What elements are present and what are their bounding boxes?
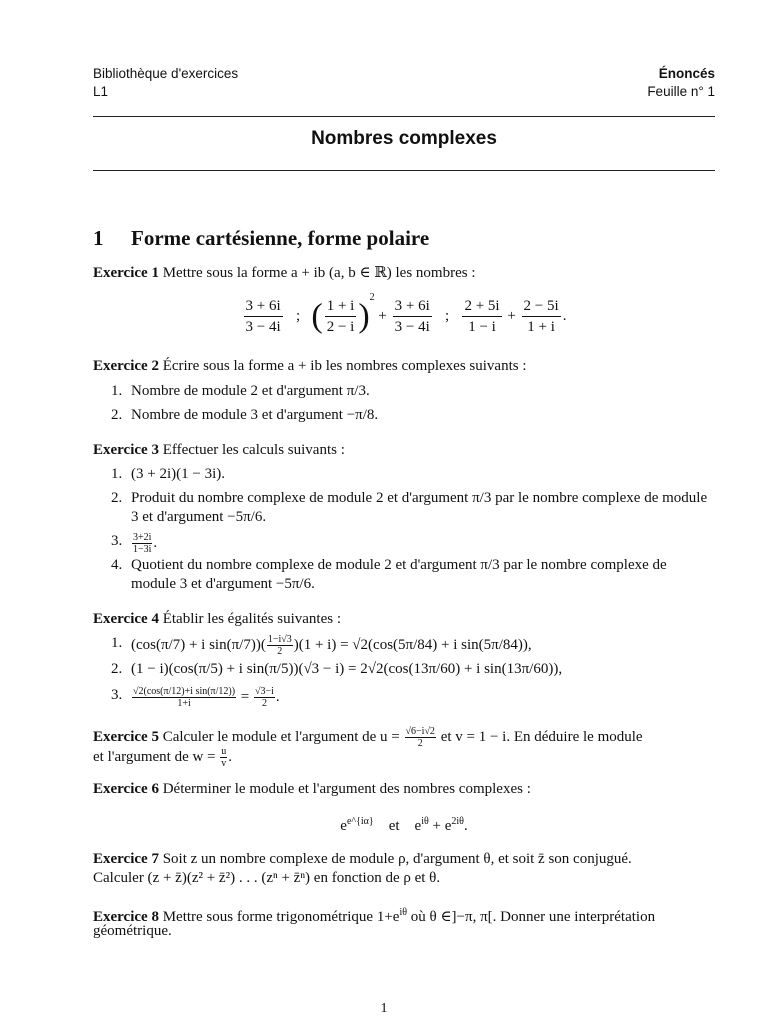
exercise-label: Exercice 5: [93, 728, 159, 745]
denominator: 1 − i: [462, 316, 501, 337]
exercise-2: [93, 357, 715, 376]
section-heading: [93, 226, 429, 251]
period: .: [153, 534, 158, 551]
title-rule: [93, 170, 715, 171]
fraction: [254, 686, 275, 709]
denominator: 2: [254, 697, 275, 709]
denominator: 2: [267, 645, 293, 657]
exercise-7: [93, 850, 715, 869]
paren-right: ): [358, 297, 370, 335]
page-number: 1: [380, 1001, 388, 1016]
exponent: e^{iα}: [346, 816, 374, 827]
exponent: 2: [369, 291, 375, 303]
exercise-text: Effectuer les calculs suivants :: [162, 442, 345, 458]
numerator: 3 + 6i: [245, 298, 281, 314]
list-item: 4. Quotient du nombre complexe de module 2 et d'argument π/3 par le nombre complexe de module 3 et d'argument −5π/6.: [111, 556, 715, 596]
denominator: 1 + i: [522, 316, 561, 337]
numerator: 2 − 5i: [523, 298, 559, 314]
list-item-text: Nombre de module 3 et d'argument −π/8.: [131, 407, 379, 423]
fraction: [132, 686, 236, 709]
separator: ;: [445, 307, 450, 324]
exercise-1-display: [93, 291, 715, 337]
fraction: [220, 746, 227, 769]
exponent: 2iθ: [451, 816, 464, 827]
list-item: 2. Produit du nombre complexe de module 2 et d'argument π/3 par le nombre complexe de module 3 et d'argument −5π/6.: [111, 489, 715, 529]
list-item-text: Produit du nombre complexe de module 2 et d'argument π/3 par le nombre complexe de module 3 et d'argument −5π/6.: [131, 490, 708, 525]
denominator: 1+i: [132, 697, 236, 709]
section-title: Forme cartésienne, forme polaire: [131, 226, 430, 250]
exercise-7-line2: [93, 869, 715, 888]
exponent: iθ: [399, 907, 408, 918]
exercise-text: Soit z un nombre complexe de module ρ, d'argument θ, et soit z̄ son conjugué.: [162, 851, 632, 867]
exercise-label: Exercice 2: [93, 358, 159, 374]
exercise-text: Déterminer le module et l'argument des nombres complexes :: [162, 781, 531, 797]
exercise-label: Exercice 1: [93, 265, 159, 281]
numerator: u: [221, 746, 227, 757]
period: .: [562, 307, 567, 324]
page-title: Nombres complexes: [311, 128, 497, 149]
exercise-3: [93, 441, 715, 460]
header-level: L1: [93, 84, 109, 99]
paren-left: (: [311, 297, 323, 335]
exercise-label: Exercice 4: [93, 611, 159, 627]
denominator: 2 − i: [325, 316, 357, 337]
numerator: 1−i√3: [267, 634, 292, 645]
denominator: 3 − 4i: [393, 316, 432, 337]
fraction: [132, 532, 152, 555]
expr-part: e: [414, 818, 422, 834]
fraction: [325, 296, 357, 337]
list-item-text: [131, 686, 715, 709]
fraction: [267, 634, 293, 657]
plus-sign: +: [378, 307, 387, 324]
exercise-text: où θ ∈]−π, π[. Donner une interprétation: [407, 909, 656, 925]
plus-sign: +: [507, 307, 516, 324]
expr-part: + e: [428, 818, 452, 834]
expr-part: )(1 + i) = √2(cos(5π/84) + i sin(5π/84)),: [293, 636, 532, 653]
expr-part: (cos(π/7) + i sin(π/7))(: [131, 636, 266, 653]
exercise-label: Exercice 3: [93, 442, 159, 458]
exponent: iθ: [421, 816, 429, 827]
list-item-text: (3 + 2i)(1 − 3i).: [131, 466, 225, 482]
numerator: √2(cos(π/12)+i sin(π/12)): [133, 686, 236, 697]
exercise-8-line2: [93, 922, 715, 941]
exercise-text: Mettre sous la forme a + ib (a, b ∈ ℝ) les nombres :: [162, 265, 476, 281]
numerator: 3 + 6i: [394, 298, 430, 314]
list-item-text: [131, 634, 715, 657]
list-item-text: Quotient du nombre complexe de module 2 et d'argument π/3 par le nombre complexe de module 3 et d'argument −5π/6.: [131, 557, 667, 592]
exercise-5-line2: [93, 746, 715, 769]
header-left: [93, 65, 238, 101]
exercise-4: [93, 610, 715, 629]
period: .: [228, 748, 233, 765]
numerator: √3−i: [255, 686, 274, 697]
fraction: [462, 296, 501, 337]
exercise-text: géométrique.: [93, 923, 172, 939]
fraction: [522, 296, 561, 337]
exercise-text: Calculer le module et l'argument de u =: [162, 728, 400, 745]
exercise-text: et v = 1 − i. En déduire le module: [440, 728, 643, 745]
denominator: 2: [405, 737, 436, 749]
list-item-text: [131, 532, 715, 555]
separator: ;: [295, 307, 301, 324]
exercise-label: Exercice 8: [93, 909, 159, 925]
exercise-1: [93, 264, 715, 283]
exercise-text: et l'argument de w =: [93, 748, 216, 765]
exercise-label: Exercice 6: [93, 781, 159, 797]
period: .: [463, 818, 468, 834]
numerator: 3+2i: [133, 532, 152, 543]
top-rule: [93, 116, 715, 117]
header-right: [647, 65, 715, 101]
connector: et: [388, 818, 400, 834]
list-item-text: (1 − i)(cos(π/5) + i sin(π/5))(√3 − i) = 2√2(cos(13π/60) + i sin(13π/60)),: [131, 661, 563, 677]
exercise-text: Écrire sous la forme a + ib les nombres complexes suivants :: [162, 358, 527, 374]
numerator: 2 + 5i: [464, 298, 500, 314]
section-number: 1: [93, 226, 104, 250]
fraction: [393, 296, 432, 337]
header-statements: Énoncés: [658, 66, 715, 81]
exercise-text: Mettre sous forme trigonométrique 1+e: [162, 909, 400, 925]
denominator: 3 − 4i: [244, 316, 283, 337]
denominator: v: [221, 758, 227, 769]
list-item-text: Nombre de module 2 et d'argument π/3.: [131, 383, 370, 399]
header-library: Bibliothèque d'exercices: [93, 66, 239, 81]
numerator: √6−i√2: [405, 726, 435, 737]
exercise-6-display: [93, 816, 715, 835]
exercise-text: Établir les égalités suivantes :: [162, 611, 341, 627]
exercise-6: [93, 780, 715, 799]
fraction: [244, 296, 283, 337]
exercise-text: Calculer (z + z̄)(z² + z̄²) . . . (zⁿ + z̄ⁿ) en fonction de ρ et θ.: [93, 870, 441, 886]
equals-sign: =: [240, 688, 250, 705]
expr-part: e: [340, 818, 347, 834]
period: .: [275, 688, 280, 705]
exercise-label: Exercice 7: [93, 851, 159, 867]
denominator: 1−3i: [133, 544, 152, 555]
header-sheet: Feuille n° 1: [647, 84, 715, 99]
numerator: 1 + i: [326, 298, 355, 314]
